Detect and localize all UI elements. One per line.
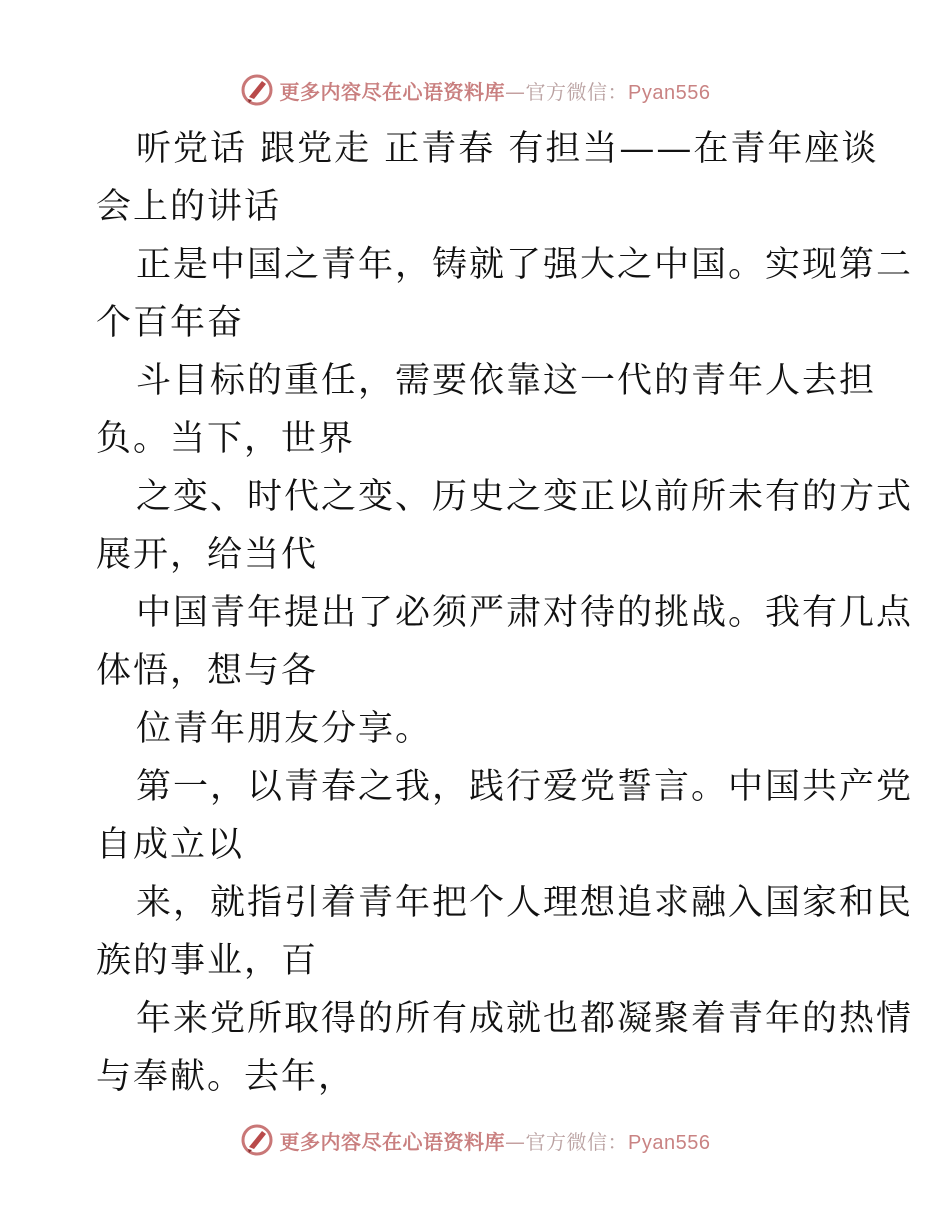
text-line: 位青年朋友分享。 [136, 709, 433, 749]
text-line: 年来党所取得的所有成就也都凝聚着青年的热情 [136, 999, 914, 1039]
paragraph [96, 468, 914, 584]
text-line: 个百年奋 [96, 303, 245, 343]
paragraph [96, 990, 914, 1106]
text-line: 之变、时代之变、历史之变正以前所未有的方式 [136, 477, 914, 517]
watermark-contact-handle: Pyan556 [628, 1131, 711, 1154]
paragraph [96, 700, 856, 758]
text-line: 展开，给当代 [96, 535, 319, 575]
watermark-group [240, 1123, 711, 1157]
watermark-separator: — [505, 1129, 526, 1154]
paragraph [96, 352, 877, 468]
text-line: 斗目标的重任，需要依靠这一代的青年人去担 [136, 361, 877, 401]
paragraph [96, 236, 914, 352]
brush-logo-icon [240, 73, 274, 107]
text-line: 听党话 跟党走 正青春 有担当——在青年座谈 [136, 129, 879, 169]
text-line: 体悟，想与各 [96, 651, 319, 691]
watermark-brand: 更多内容尽在心语资料库 [279, 1129, 506, 1154]
document-body [96, 120, 914, 1106]
text-line: 会上的讲话 [96, 187, 282, 227]
paragraph [96, 584, 914, 700]
text-line: 与奉献。去年， [96, 1057, 356, 1097]
brush-logo-icon [240, 1123, 274, 1157]
watermark-separator: — [505, 79, 526, 104]
paragraph [96, 874, 914, 990]
header-watermark-banner [0, 70, 950, 110]
paragraph-title [96, 120, 879, 236]
footer-watermark-banner [0, 1120, 950, 1160]
watermark-text [280, 76, 711, 105]
text-line: 第一，以青春之我，践行爱党誓言。中国共产党 [136, 767, 914, 807]
text-line: 来，就指引着青年把个人理想追求融入国家和民 [136, 883, 914, 923]
text-line: 自成立以 [96, 825, 245, 865]
text-line: 正是中国之青年，铸就了强大之中国。实现第二 [136, 245, 914, 285]
text-line: 族的事业，百 [96, 941, 319, 981]
watermark-contact-label: 官方微信： [525, 1129, 629, 1154]
watermark-brand: 更多内容尽在心语资料库 [279, 79, 506, 104]
paragraph [96, 758, 914, 874]
watermark-contact-label: 官方微信： [525, 79, 629, 104]
watermark-contact-handle: Pyan556 [628, 81, 711, 104]
watermark-group [240, 73, 711, 107]
watermark-text [280, 1126, 711, 1155]
text-line: 中国青年提出了必须严肃对待的挑战。我有几点 [136, 593, 914, 633]
text-line: 负。当下，世界 [96, 419, 356, 459]
